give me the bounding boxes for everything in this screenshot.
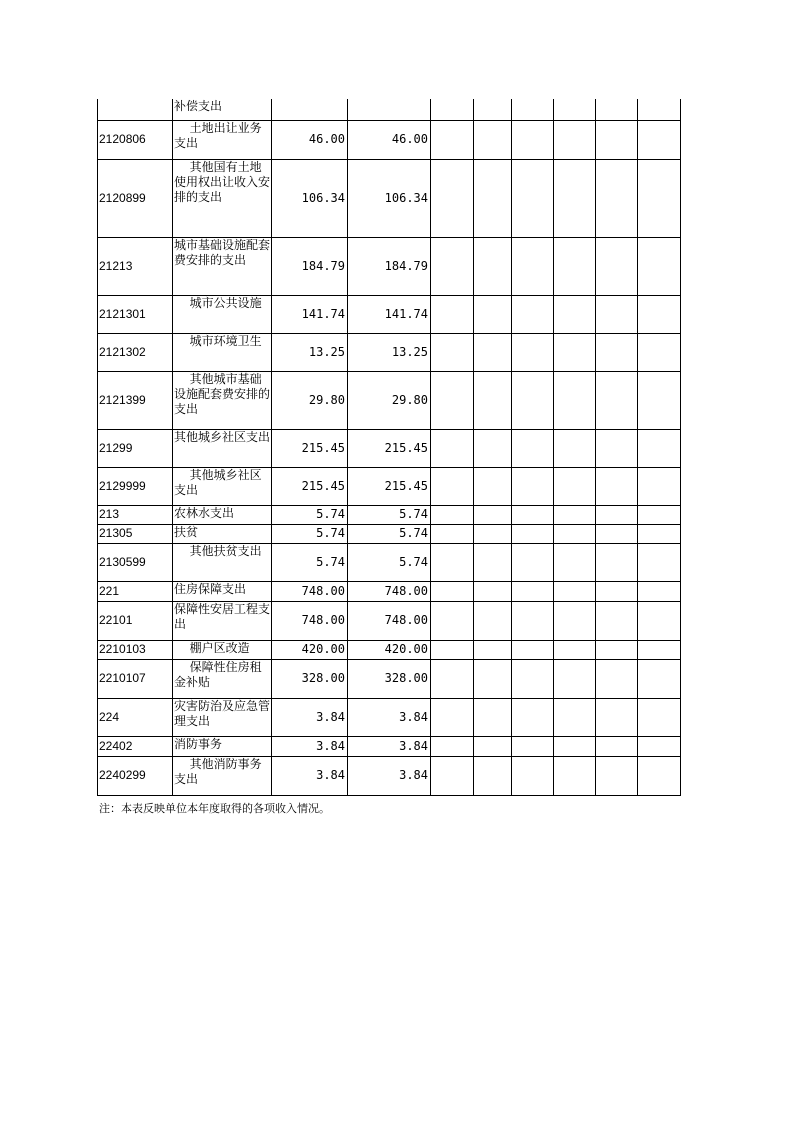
empty-cell bbox=[512, 543, 554, 581]
empty-cell bbox=[596, 524, 638, 543]
row-amount-2: 328.00 bbox=[348, 659, 431, 698]
empty-cell bbox=[554, 659, 596, 698]
empty-cell bbox=[431, 159, 474, 237]
row-name: 住房保障支出 bbox=[173, 581, 272, 601]
row-name: 保障性安居工程支出 bbox=[173, 601, 272, 640]
empty-cell bbox=[638, 736, 681, 756]
row-code: 21305 bbox=[98, 524, 173, 543]
row-amount-2: 29.80 bbox=[348, 371, 431, 429]
empty-cell bbox=[512, 601, 554, 640]
empty-cell bbox=[596, 601, 638, 640]
row-name: 消防事务 bbox=[173, 736, 272, 756]
empty-cell bbox=[638, 120, 681, 159]
row-name: 其他城乡社区支出 bbox=[173, 429, 272, 467]
empty-cell bbox=[554, 371, 596, 429]
row-amount-1: 3.84 bbox=[272, 756, 348, 795]
row-amount-1: 5.74 bbox=[272, 524, 348, 543]
empty-cell bbox=[431, 736, 474, 756]
empty-cell bbox=[596, 543, 638, 581]
empty-cell bbox=[512, 295, 554, 333]
row-name: 其他城乡社区支出 bbox=[173, 467, 272, 505]
empty-cell bbox=[638, 159, 681, 237]
empty-cell bbox=[474, 120, 512, 159]
row-amount-1: 215.45 bbox=[272, 467, 348, 505]
empty-cell bbox=[431, 333, 474, 371]
table-row bbox=[98, 581, 681, 601]
empty-cell bbox=[554, 237, 596, 295]
row-amount-2: 420.00 bbox=[348, 640, 431, 659]
row-name: 其他国有土地使用权出让收入安排的支出 bbox=[173, 159, 272, 237]
table-row bbox=[98, 99, 681, 120]
table-row bbox=[98, 237, 681, 295]
empty-cell bbox=[638, 524, 681, 543]
empty-cell bbox=[431, 295, 474, 333]
empty-cell bbox=[512, 371, 554, 429]
empty-cell bbox=[596, 159, 638, 237]
empty-cell bbox=[554, 505, 596, 524]
row-amount-2: 748.00 bbox=[348, 581, 431, 601]
row-code: 2121301 bbox=[98, 295, 173, 333]
empty-cell bbox=[512, 467, 554, 505]
row-code: 21299 bbox=[98, 429, 173, 467]
empty-cell bbox=[474, 505, 512, 524]
empty-cell bbox=[596, 581, 638, 601]
table-row bbox=[98, 295, 681, 333]
empty-cell bbox=[596, 736, 638, 756]
empty-cell bbox=[638, 659, 681, 698]
table-row bbox=[98, 756, 681, 795]
table-row bbox=[98, 429, 681, 467]
empty-cell bbox=[512, 698, 554, 736]
empty-cell bbox=[638, 429, 681, 467]
row-code: 2129999 bbox=[98, 467, 173, 505]
empty-cell bbox=[554, 99, 596, 120]
row-amount-1: 3.84 bbox=[272, 736, 348, 756]
empty-cell bbox=[596, 429, 638, 467]
empty-cell bbox=[638, 467, 681, 505]
empty-cell bbox=[474, 756, 512, 795]
row-amount-2: 141.74 bbox=[348, 295, 431, 333]
empty-cell bbox=[638, 698, 681, 736]
table-row bbox=[98, 659, 681, 698]
empty-cell bbox=[638, 505, 681, 524]
row-code bbox=[98, 99, 173, 120]
empty-cell bbox=[431, 659, 474, 698]
row-amount-2: 3.84 bbox=[348, 698, 431, 736]
row-name: 其他扶贫支出 bbox=[173, 543, 272, 581]
row-name: 灾害防治及应急管理支出 bbox=[173, 698, 272, 736]
table-row bbox=[98, 736, 681, 756]
row-code: 2121399 bbox=[98, 371, 173, 429]
row-amount-1: 328.00 bbox=[272, 659, 348, 698]
empty-cell bbox=[512, 659, 554, 698]
row-code: 22101 bbox=[98, 601, 173, 640]
empty-cell bbox=[512, 756, 554, 795]
empty-cell bbox=[431, 467, 474, 505]
row-name: 保障性住房租金补贴 bbox=[173, 659, 272, 698]
empty-cell bbox=[554, 120, 596, 159]
row-code: 224 bbox=[98, 698, 173, 736]
empty-cell bbox=[596, 698, 638, 736]
row-amount-1: 215.45 bbox=[272, 429, 348, 467]
empty-cell bbox=[512, 429, 554, 467]
row-amount-2: 46.00 bbox=[348, 120, 431, 159]
table-row bbox=[98, 467, 681, 505]
empty-cell bbox=[554, 333, 596, 371]
row-amount-1 bbox=[272, 99, 348, 120]
empty-cell bbox=[474, 601, 512, 640]
empty-cell bbox=[554, 159, 596, 237]
empty-cell bbox=[596, 640, 638, 659]
table-row bbox=[98, 371, 681, 429]
empty-cell bbox=[596, 371, 638, 429]
row-name: 补偿支出 bbox=[173, 99, 272, 120]
empty-cell bbox=[596, 756, 638, 795]
income-table bbox=[97, 99, 681, 796]
row-amount-1: 46.00 bbox=[272, 120, 348, 159]
row-amount-2: 184.79 bbox=[348, 237, 431, 295]
empty-cell bbox=[512, 581, 554, 601]
row-code: 2120899 bbox=[98, 159, 173, 237]
table-row bbox=[98, 640, 681, 659]
empty-cell bbox=[431, 371, 474, 429]
empty-cell bbox=[474, 467, 512, 505]
row-amount-1: 748.00 bbox=[272, 581, 348, 601]
empty-cell bbox=[474, 295, 512, 333]
row-amount-2: 13.25 bbox=[348, 333, 431, 371]
row-name: 其他消防事务支出 bbox=[173, 756, 272, 795]
empty-cell bbox=[638, 371, 681, 429]
table-row bbox=[98, 698, 681, 736]
empty-cell bbox=[431, 698, 474, 736]
row-amount-1: 420.00 bbox=[272, 640, 348, 659]
empty-cell bbox=[638, 333, 681, 371]
row-amount-2: 748.00 bbox=[348, 601, 431, 640]
empty-cell bbox=[554, 601, 596, 640]
table-row bbox=[98, 333, 681, 371]
row-amount-2: 5.74 bbox=[348, 505, 431, 524]
empty-cell bbox=[596, 237, 638, 295]
row-code: 2121302 bbox=[98, 333, 173, 371]
row-amount-1: 748.00 bbox=[272, 601, 348, 640]
empty-cell bbox=[638, 756, 681, 795]
empty-cell bbox=[474, 99, 512, 120]
row-code: 2240299 bbox=[98, 756, 173, 795]
row-amount-1: 106.34 bbox=[272, 159, 348, 237]
empty-cell bbox=[554, 756, 596, 795]
row-name: 土地出让业务支出 bbox=[173, 120, 272, 159]
table-row bbox=[98, 601, 681, 640]
row-amount-2: 106.34 bbox=[348, 159, 431, 237]
empty-cell bbox=[512, 159, 554, 237]
empty-cell bbox=[554, 640, 596, 659]
empty-cell bbox=[638, 581, 681, 601]
row-amount-1: 13.25 bbox=[272, 333, 348, 371]
row-code: 21213 bbox=[98, 237, 173, 295]
row-name: 其他城市基础设施配套费安排的支出 bbox=[173, 371, 272, 429]
empty-cell bbox=[431, 120, 474, 159]
empty-cell bbox=[512, 99, 554, 120]
empty-cell bbox=[474, 524, 512, 543]
row-amount-1: 29.80 bbox=[272, 371, 348, 429]
row-amount-2: 5.74 bbox=[348, 543, 431, 581]
empty-cell bbox=[431, 429, 474, 467]
empty-cell bbox=[474, 736, 512, 756]
empty-cell bbox=[474, 159, 512, 237]
row-amount-2: 215.45 bbox=[348, 467, 431, 505]
empty-cell bbox=[431, 505, 474, 524]
empty-cell bbox=[474, 698, 512, 736]
empty-cell bbox=[596, 505, 638, 524]
table-footnote: 注：本表反映单位本年度取得的各项收入情况。 bbox=[99, 802, 330, 815]
row-code: 22402 bbox=[98, 736, 173, 756]
row-name: 农林水支出 bbox=[173, 505, 272, 524]
row-code: 2210107 bbox=[98, 659, 173, 698]
table-row bbox=[98, 120, 681, 159]
empty-cell bbox=[512, 505, 554, 524]
empty-cell bbox=[474, 429, 512, 467]
empty-cell bbox=[554, 736, 596, 756]
row-amount-1: 5.74 bbox=[272, 505, 348, 524]
table-row bbox=[98, 505, 681, 524]
row-code: 2210103 bbox=[98, 640, 173, 659]
empty-cell bbox=[638, 237, 681, 295]
row-amount-1: 5.74 bbox=[272, 543, 348, 581]
empty-cell bbox=[431, 756, 474, 795]
empty-cell bbox=[431, 581, 474, 601]
row-amount-1: 184.79 bbox=[272, 237, 348, 295]
empty-cell bbox=[554, 581, 596, 601]
empty-cell bbox=[638, 99, 681, 120]
empty-cell bbox=[431, 524, 474, 543]
empty-cell bbox=[512, 640, 554, 659]
empty-cell bbox=[554, 543, 596, 581]
empty-cell bbox=[431, 601, 474, 640]
row-amount-1: 141.74 bbox=[272, 295, 348, 333]
empty-cell bbox=[638, 640, 681, 659]
empty-cell bbox=[474, 659, 512, 698]
empty-cell bbox=[431, 237, 474, 295]
empty-cell bbox=[512, 120, 554, 159]
table-row bbox=[98, 543, 681, 581]
empty-cell bbox=[474, 237, 512, 295]
row-amount-1: 3.84 bbox=[272, 698, 348, 736]
row-amount-2 bbox=[348, 99, 431, 120]
empty-cell bbox=[554, 524, 596, 543]
row-code: 2130599 bbox=[98, 543, 173, 581]
empty-cell bbox=[554, 429, 596, 467]
empty-cell bbox=[554, 698, 596, 736]
row-name: 扶贫 bbox=[173, 524, 272, 543]
empty-cell bbox=[474, 333, 512, 371]
empty-cell bbox=[431, 99, 474, 120]
empty-cell bbox=[474, 581, 512, 601]
empty-cell bbox=[474, 543, 512, 581]
row-amount-2: 3.84 bbox=[348, 756, 431, 795]
row-amount-2: 215.45 bbox=[348, 429, 431, 467]
table-row bbox=[98, 159, 681, 237]
empty-cell bbox=[596, 295, 638, 333]
empty-cell bbox=[474, 640, 512, 659]
empty-cell bbox=[596, 659, 638, 698]
row-name: 城市公共设施 bbox=[173, 295, 272, 333]
empty-cell bbox=[596, 99, 638, 120]
row-name: 棚户区改造 bbox=[173, 640, 272, 659]
empty-cell bbox=[512, 333, 554, 371]
empty-cell bbox=[596, 333, 638, 371]
empty-cell bbox=[554, 295, 596, 333]
row-amount-2: 3.84 bbox=[348, 736, 431, 756]
empty-cell bbox=[554, 467, 596, 505]
empty-cell bbox=[638, 295, 681, 333]
row-name: 城市环境卫生 bbox=[173, 333, 272, 371]
row-name: 城市基础设施配套费安排的支出 bbox=[173, 237, 272, 295]
table-row bbox=[98, 524, 681, 543]
empty-cell bbox=[431, 640, 474, 659]
empty-cell bbox=[596, 467, 638, 505]
empty-cell bbox=[638, 601, 681, 640]
empty-cell bbox=[596, 120, 638, 159]
empty-cell bbox=[638, 543, 681, 581]
empty-cell bbox=[512, 736, 554, 756]
empty-cell bbox=[431, 543, 474, 581]
empty-cell bbox=[512, 524, 554, 543]
row-code: 2120806 bbox=[98, 120, 173, 159]
row-code: 221 bbox=[98, 581, 173, 601]
row-amount-2: 5.74 bbox=[348, 524, 431, 543]
empty-cell bbox=[474, 371, 512, 429]
row-code: 213 bbox=[98, 505, 173, 524]
empty-cell bbox=[512, 237, 554, 295]
